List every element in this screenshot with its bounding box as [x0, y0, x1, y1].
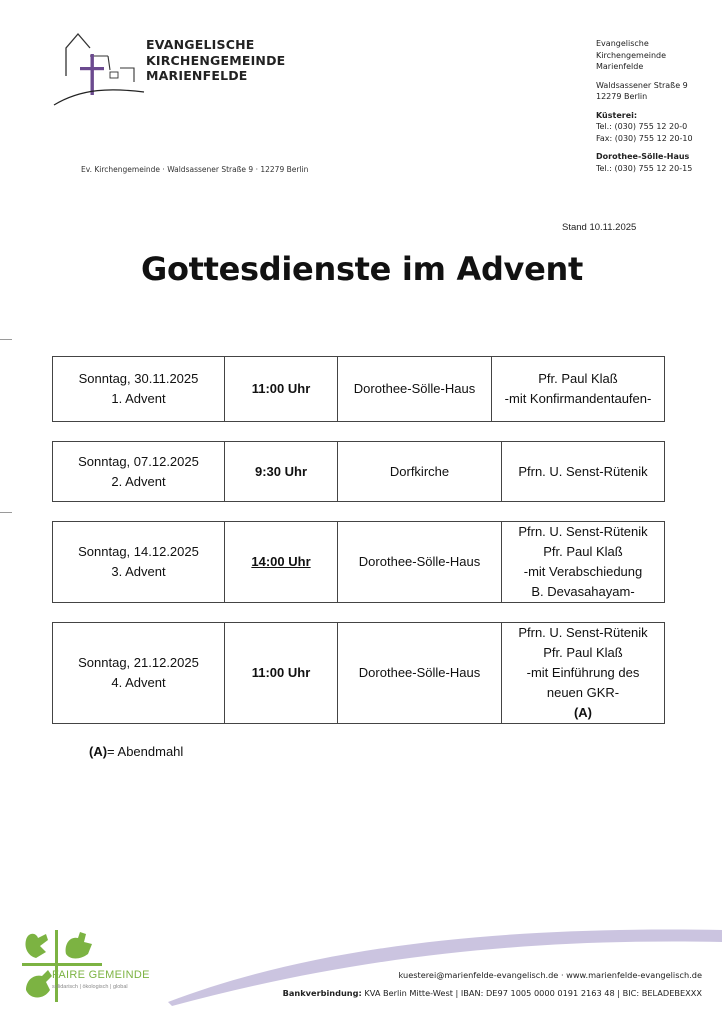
- footer-bank-line: [283, 988, 702, 998]
- contact-org-line: Kirchengemeinde: [596, 50, 667, 60]
- organization-name: [146, 37, 285, 84]
- org-name-line: EVANGELISCHE: [146, 37, 255, 52]
- contact-street: Waldsassener Straße 9: [596, 80, 688, 90]
- page-title: Gottesdienste im Advent: [140, 250, 583, 288]
- abendmahl-mark: (A): [573, 705, 593, 720]
- service-time: 9:30 Uhr: [225, 442, 338, 502]
- table-row: [53, 522, 665, 603]
- contact-city: 12279 Berlin: [596, 92, 648, 101]
- haus-phone: Tel.: (030) 755 12 20-15: [596, 163, 693, 173]
- service-note: Pfr. Paul Klaß: [543, 645, 623, 660]
- contact-block: [596, 38, 693, 174]
- service-table: [52, 622, 665, 724]
- contact-org-line: Marienfelde: [596, 62, 644, 71]
- service-notes-cell: [502, 442, 665, 502]
- service-sunday: 3. Advent: [111, 564, 166, 579]
- kuesterei-phone: Tel.: (030) 755 12 20-0: [596, 122, 688, 131]
- faire-gemeinde-title: FAIRE GEMEINDE: [52, 969, 150, 981]
- service-note: Pfrn. U. Senst-Rütenik: [518, 463, 648, 479]
- kuesterei-heading: Küsterei:: [596, 110, 638, 120]
- legend: [89, 744, 183, 759]
- service-note: -mit Konfirmandentaufen-: [504, 391, 652, 406]
- service-place: Dorothee-Sölle-Haus: [338, 623, 502, 724]
- service-date-cell: [53, 357, 225, 422]
- service-time: 11:00 Uhr: [225, 623, 338, 724]
- service-note: Pfr. Paul Klaß: [538, 371, 618, 386]
- service-sunday: 1. Advent: [111, 391, 166, 406]
- document-date: Stand 10.11.2025: [562, 222, 637, 233]
- legend-key: (A): [89, 744, 108, 759]
- service-place: Dorfkirche: [338, 442, 502, 502]
- contact-org-line: Evangelische: [596, 39, 649, 48]
- haus-heading: Dorothee-Sölle-Haus: [596, 152, 690, 161]
- table-row: [53, 623, 665, 724]
- table-row: [53, 442, 665, 502]
- org-name-line: KIRCHENGEMEINDE: [146, 52, 286, 68]
- service-note: neuen GKR-: [546, 685, 620, 700]
- kuesterei-fax: Fax: (030) 755 12 20-10: [596, 133, 693, 143]
- service-note: -mit Verabschiedung: [523, 564, 643, 579]
- faire-gemeinde-logo: [22, 930, 102, 1002]
- service-note: B. Devasahayam-: [531, 584, 635, 599]
- service-note: -mit Einführung des: [526, 665, 640, 680]
- service-date-cell: [53, 522, 225, 603]
- church-logo: [52, 30, 150, 108]
- faire-gemeinde-subtitle: solidarisch | ökologisch | global: [52, 984, 128, 990]
- service-notes-cell: [502, 623, 665, 724]
- service-note: Pfrn. U. Senst-Rütenik: [518, 524, 648, 539]
- service-notes-cell: [492, 357, 665, 422]
- bank-details: KVA Berlin Mitte-West | IBAN: DE97 1005 0000 0191 2163 48 | BIC: BELADEBEXXX: [361, 988, 702, 998]
- service-sunday: 4. Advent: [111, 675, 166, 690]
- bank-label: Bankverbindung:: [282, 988, 362, 998]
- service-table: [52, 521, 665, 603]
- service-place: Dorothee-Sölle-Haus: [338, 357, 492, 422]
- service-table: [52, 441, 665, 502]
- sender-address-line: Ev. Kirchengemeinde · Waldsassener Straße 9 · 12279 Berlin: [81, 165, 309, 174]
- service-note: Pfrn. U. Senst-Rütenik: [518, 625, 648, 640]
- footer-contact-line: kuesterei@marienfelde-evangelisch.de · www.marienfelde-evangelisch.de: [398, 970, 702, 980]
- service-date: Sonntag, 30.11.2025: [78, 371, 199, 386]
- service-sunday: 2. Advent: [111, 473, 166, 489]
- service-time: 11:00 Uhr: [225, 357, 338, 422]
- service-date: Sonntag, 07.12.2025: [78, 453, 199, 469]
- service-place: Dorothee-Sölle-Haus: [338, 522, 502, 603]
- service-date-cell: [53, 442, 225, 502]
- service-date-cell: [53, 623, 225, 724]
- service-note: Pfr. Paul Klaß: [543, 544, 623, 559]
- fold-mark: [0, 339, 12, 340]
- legend-text: = Abendmahl: [107, 744, 184, 759]
- service-date: Sonntag, 14.12.2025: [78, 544, 199, 559]
- table-row: [53, 357, 665, 422]
- service-table: [52, 356, 665, 422]
- fold-mark: [0, 512, 12, 513]
- service-notes-cell: [502, 522, 665, 603]
- org-name-line: MARIENFELDE: [146, 68, 248, 83]
- service-time: 14:00 Uhr: [225, 522, 338, 603]
- service-date: Sonntag, 21.12.2025: [78, 655, 199, 670]
